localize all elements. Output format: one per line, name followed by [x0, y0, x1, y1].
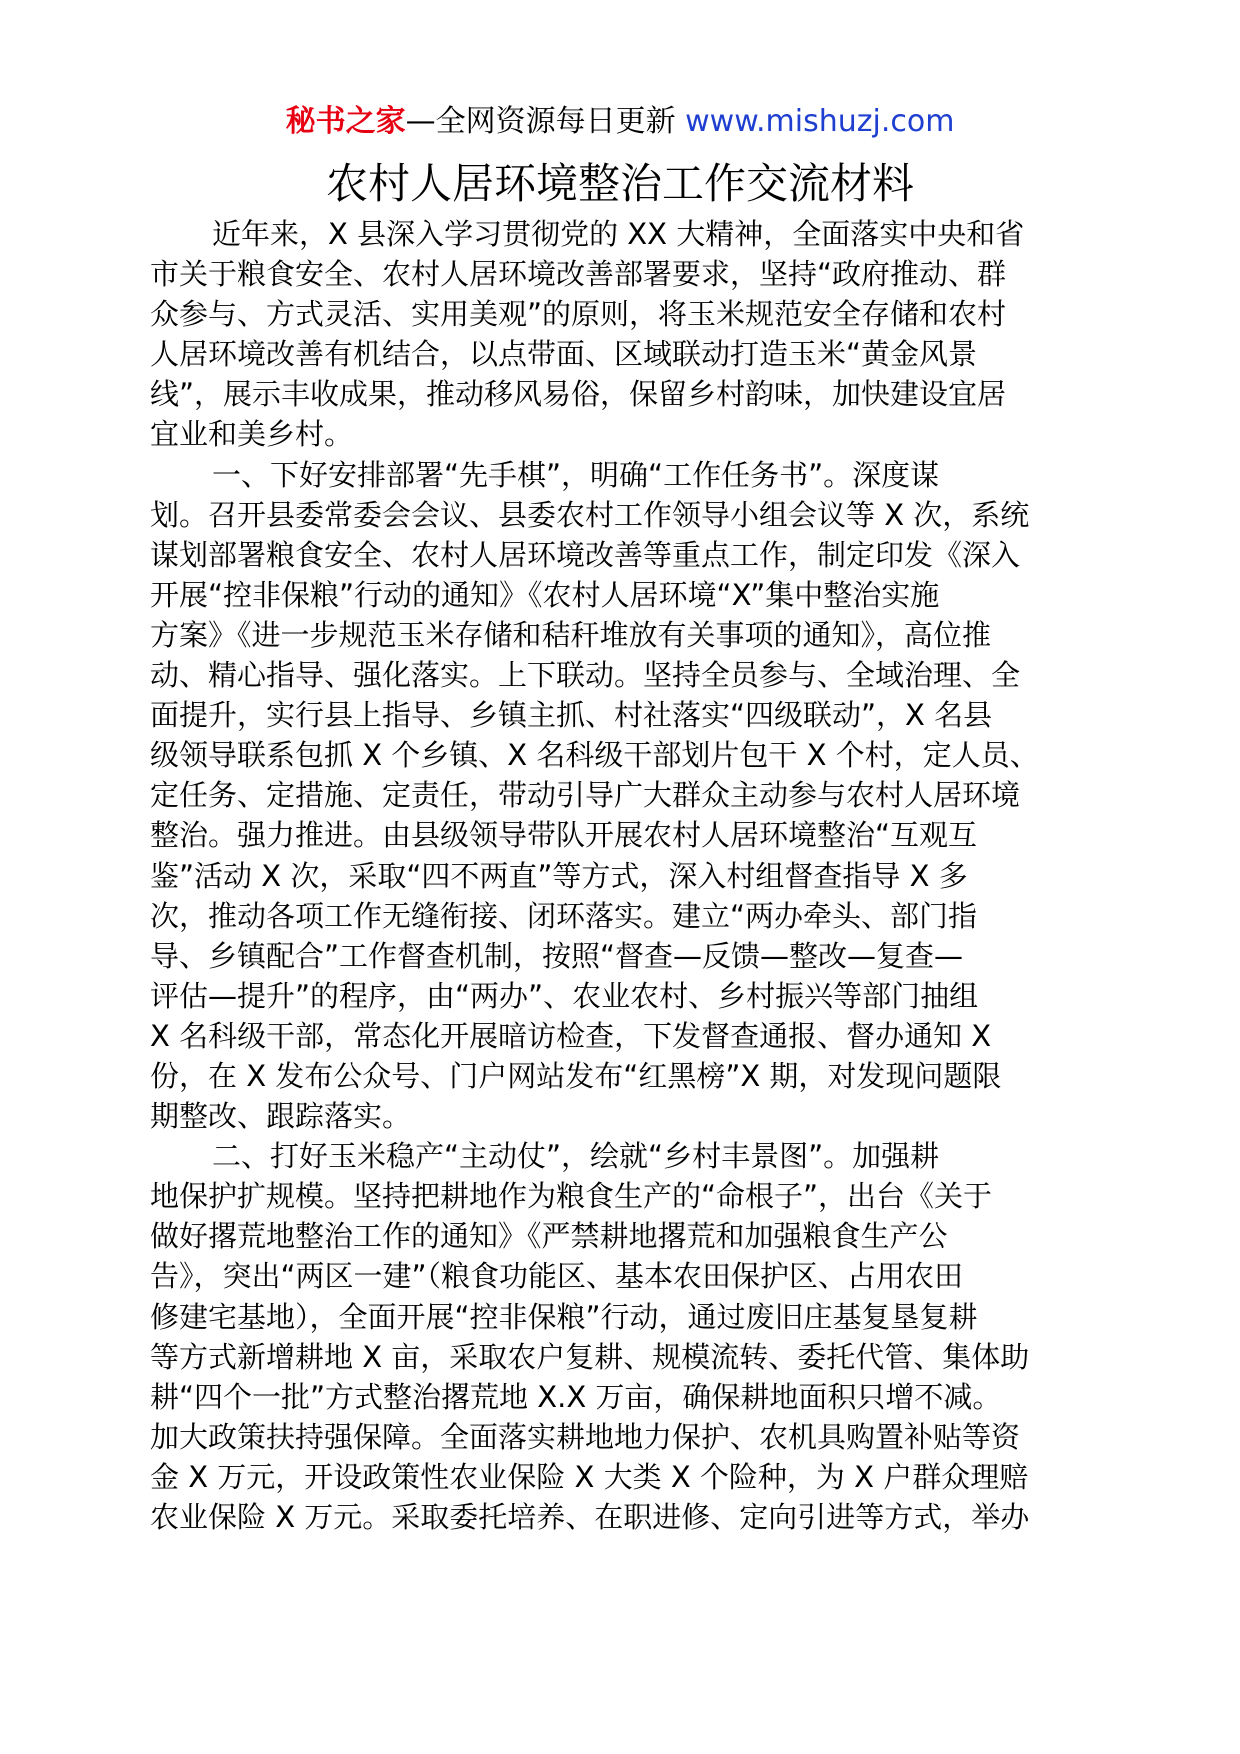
text-line: 一、下好安排部署“先手棋”，明确“工作任务书”。深度谋: [212, 457, 940, 492]
text-line: 线”，展示丰收成果，推动移风易俗，保留乡村韵味，加快建设宜居: [150, 377, 1007, 412]
text-line: X 名科级干部，常态化开展暗访检查，下发督查通报、督办通知 X: [150, 1018, 992, 1053]
text-line: 评估—提升”的程序，由“两办”、农业农村、乡村振兴等部门抽组: [150, 978, 979, 1013]
text-line: 近年来，X 县深入学习贯彻党的 XX 大精神，全面落实中央和省: [212, 217, 1025, 251]
text-line: 鉴”活动 X 次，采取“四不两直”等方式，深入村组督查指导 X 多: [150, 858, 968, 893]
text-line: 整治。强力推进。由县级领导带队开展农村人居环境整治“互观互: [150, 818, 978, 853]
site-banner: [0, 100, 1240, 144]
text-line: 开展“控非保粮”行动的通知》《农村人居环境“X”集中整治实施: [150, 577, 940, 612]
text-line: 众参与、方式灵活、实用美观”的原则，将玉米规范安全存储和农村: [150, 297, 1007, 332]
text-line: 次，推动各项工作无缝衔接、闭环落实。建立“两办牵头、部门指: [150, 898, 978, 933]
text-line: 期整改、跟踪落实。: [150, 1099, 412, 1134]
paragraph-section-one: [150, 455, 1090, 1137]
site-slogan: —全网资源每日更新: [405, 104, 676, 139]
text-line: 人居环境改善有机结合，以点带面、区域联动打造玉米“黄金风景: [150, 337, 978, 372]
site-brand-name: 秘书之家: [285, 104, 406, 139]
text-line: 份，在 X 发布公众号、门户网站发布“红黑榜”X 期，对发现问题限: [150, 1058, 1002, 1093]
document-title: 农村人居环境整治工作交流材料: [325, 159, 914, 208]
paragraph-intro: [150, 214, 1090, 455]
text-line: 农业保险 X 万元。采取委托培养、在职进修、定向引进等方式，举办: [150, 1500, 1030, 1534]
text-line: 动、精心指导、强化落实。上下联动。坚持全员参与、全域治理、全: [150, 658, 1021, 693]
text-line: 做好撂荒地整治工作的通知》《严禁耕地撂荒和加强粮食生产公: [150, 1219, 948, 1254]
text-line: 级领导联系包抓 X 个乡镇、X 名科级干部划片包干 X 个村，定人员、: [150, 738, 1039, 773]
site-url-link[interactable]: www.mishuzj.com: [685, 104, 955, 139]
text-line: 市关于粮食安全、农村人居环境改善部署要求，坚持“政府推动、群: [150, 257, 1007, 292]
text-line: 面提升，实行县上指导、乡镇主抓、村社落实“四级联动”，X 名县: [150, 698, 993, 733]
document-body: [150, 214, 1090, 1537]
text-line: 金 X 万元，开设政策性农业保险 X 大类 X 个险种，为 X 户群众理赔: [150, 1459, 1029, 1494]
text-line: 地保护扩规模。坚持把耕地作为粮食生产的“命根子”，出台《关于: [150, 1179, 993, 1214]
text-line: 方案》《进一步规范玉米存储和秸秆堆放有关事项的通知》，高位推: [150, 617, 992, 652]
text-line: 修建宅基地），全面开展“控非保粮”行动，通过废旧庄基复垦复耕: [150, 1299, 978, 1334]
text-line: 宜业和美乡村。: [150, 417, 354, 452]
text-line: 告》，突出“两区一建”（粮食功能区、基本农田保护区、占用农田: [150, 1259, 964, 1294]
text-line: 耕“四个一批”方式整治撂荒地 X.X 万亩，确保耕地面积只增不减。: [150, 1379, 1002, 1414]
text-line: 等方式新增耕地 X 亩，采取农户复耕、规模流转、委托代管、集体助: [150, 1339, 1030, 1374]
text-line: 定任务、定措施、定责任，带动引导广大群众主动参与农村人居环境: [150, 778, 1021, 813]
text-line: 划。召开县委常委会会议、县委农村工作领导小组会议等 X 次，系统: [150, 497, 1030, 532]
paragraph-section-two: [150, 1136, 1090, 1537]
text-line: 二、打好玉米稳产“主动仗”，绘就“乡村丰景图”。加强耕: [212, 1139, 940, 1174]
text-line: 谋划部署粮食安全、农村人居环境改善等重点工作，制定印发《深入: [150, 537, 1021, 572]
text-line: 导、乡镇配合”工作督查机制，按照“督查—反馈—整改—复查—: [150, 938, 964, 973]
text-line: 加大政策扶持强保障。全面落实耕地地力保护、农机具购置补贴等资: [150, 1419, 1021, 1454]
